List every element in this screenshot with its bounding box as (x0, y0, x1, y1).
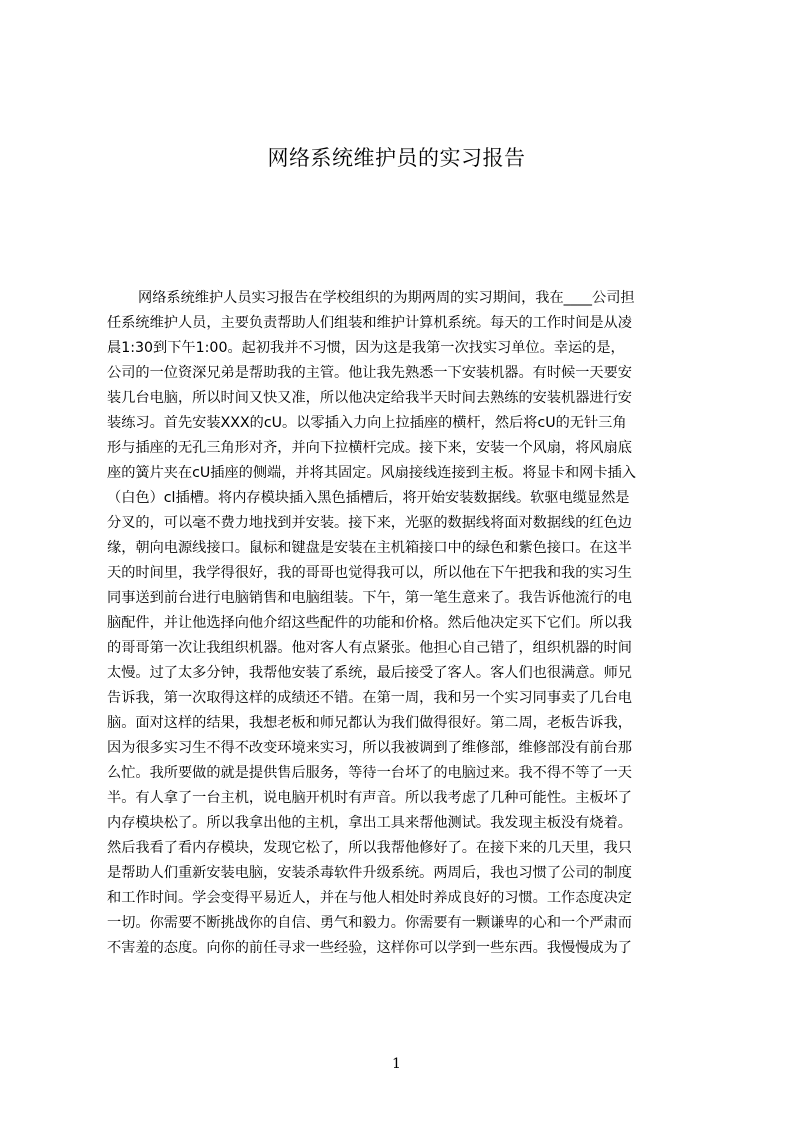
paragraph-line: 天的时间里，我学得很好，我的哥哥也觉得我可以，所以他在下午把我和我的实习生 (107, 565, 632, 581)
paragraph-line: 同事送到前台进行电脑销售和电脑组装。下午，第一笔生意来了。我告诉他流行的电 (107, 590, 632, 606)
paragraph-line: 任系统维护人员，主要负责帮助人们组装和维护计算机系统。每天的工作时间是从凌 (107, 315, 632, 331)
paragraph-line: 装几台电脑，所以时间又快又准，所以他决定给我半天时间去熟练的安装机器进行安 (107, 390, 632, 406)
paragraph-line: 分叉的，可以毫不费力地找到并安装。接下来，光驱的数据线将面对数据线的红色边 (107, 515, 632, 531)
paragraph-line: 是帮助人们重新安装电脑，安装杀毒软件升级系统。两周后，我也习惯了公司的制度 (107, 865, 632, 881)
paragraph-line: 不害羞的态度。向你的前任寻求一些经验，这样你可以学到一些东西。我慢慢成为了 (107, 940, 632, 956)
paragraph-line: 告诉我，第一次取得这样的成绩还不错。在第一周，我和另一个实习同事卖了几台电 (107, 690, 632, 706)
paragraph-line: 脑。面对这样的结果，我想老板和师兄都认为我们做得很好。第二周，老板告诉我， (107, 715, 632, 731)
paragraph-line: 晨1:30到下午1:00。起初我并不习惯，因为这是我第一次找实习单位。幸运的是， (107, 340, 625, 356)
page-number: 1 (392, 1056, 401, 1072)
paragraph-line: 的哥哥第一次让我组织机器。他对客人有点紧张。他担心自己错了，组织机器的时间 (107, 640, 632, 656)
paragraph-line: 网络系统维护人员实习报告在学校组织的为期两周的实习期间，我在____公司担 (138, 290, 635, 306)
paragraph-line: 形与插座的无孔三角形对齐，并向下拉横杆完成。接下来，安装一个风扇，将风扇底 (107, 440, 632, 456)
paragraph-line: 座的簧片夹在cU插座的侧端，并将其固定。风扇接线连接到主板。将显卡和网卡插入 (107, 465, 636, 481)
paragraph-line: （白色）cl插槽。将内存模块插入黑色插槽后，将开始安装数据线。软驱电缆显然是 (107, 490, 630, 506)
paragraph-line: 因为很多实习生不得不改变环境来实习，所以我被调到了维修部，维修部没有前台那 (107, 740, 632, 756)
paragraph-line: 脑配件，并让他选择向他介绍这些配件的功能和价格。然后他决定买下它们。所以我 (107, 615, 632, 631)
paragraph-line: 半。有人拿了一台主机，说电脑开机时有声音。所以我考虑了几种可能性。主板坏了 (107, 790, 632, 806)
paragraph-line: 然后我看了看内存模块，发现它松了，所以我帮他修好了。在接下来的几天里，我只 (107, 840, 632, 856)
paragraph-line: 缘，朝向电源线接口。鼠标和键盘是安装在主机箱接口中的绿色和紫色接口。在这半 (107, 540, 632, 556)
paragraph-line: 和工作时间。学会变得平易近人，并在与他人相处时养成良好的习惯。工作态度决定 (107, 890, 632, 906)
body-paragraph (107, 286, 707, 961)
paragraph-line: 内存模块松了。所以我拿出他的主机，拿出工具来帮他测试。我发现主板没有烧着。 (107, 815, 632, 831)
paragraph-line: 装练习。首先安装XXX的cU。以零插入力向上拉插座的横杆，然后将cU的无针三角 (107, 415, 627, 431)
document-title: 网络系统维护员的实习报告 (267, 146, 526, 170)
paragraph-line: 么忙。我所要做的就是提供售后服务，等待一台坏了的电脑过来。我不得不等了一天 (107, 765, 632, 781)
paragraph-line: 公司的一位资深兄弟是帮助我的主管。他让我先熟悉一下安装机器。有时候一天要安 (107, 365, 632, 381)
paragraph-line: 一切。你需要不断挑战你的自信、勇气和毅力。你需要有一颗谦卑的心和一个严肃而 (107, 915, 632, 931)
paragraph-line: 太慢。过了太多分钟，我帮他安装了系统，最后接受了客人。客人们也很满意。师兄 (107, 665, 632, 681)
